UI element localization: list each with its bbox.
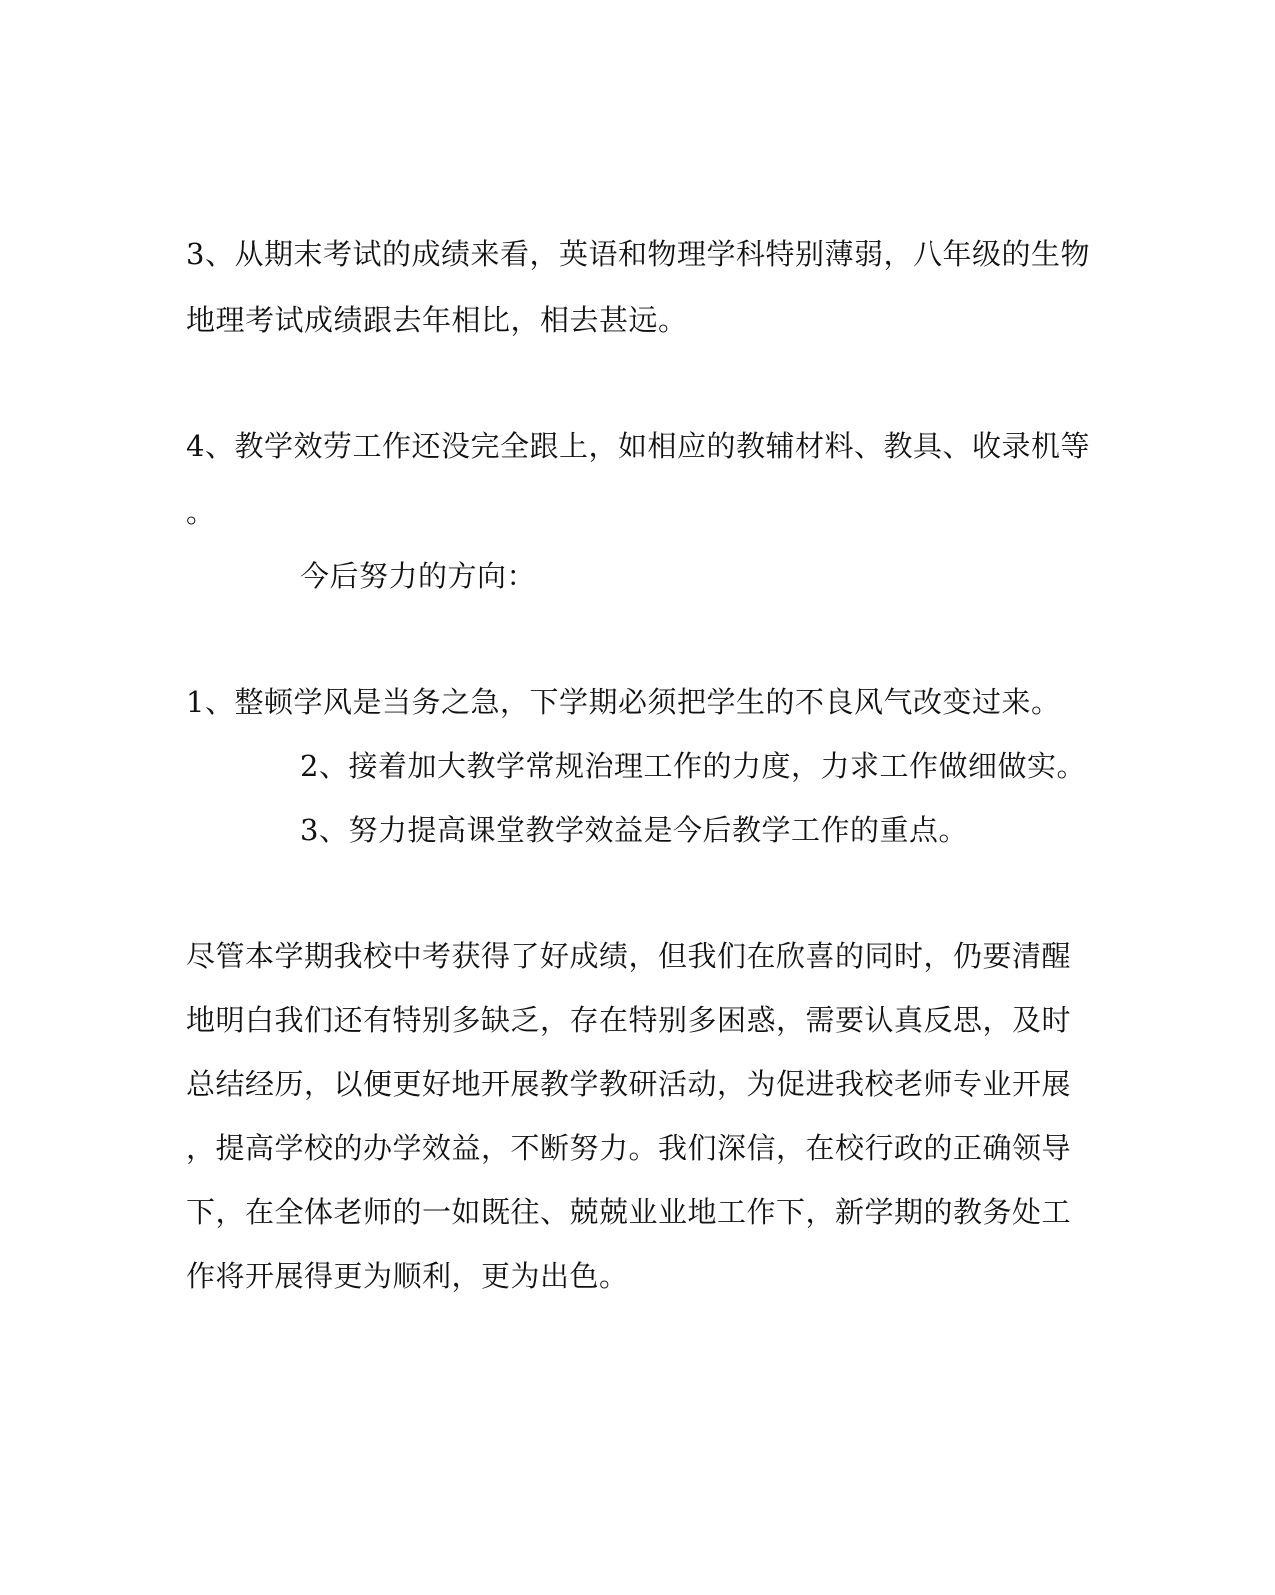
paragraph-line: 作将开展得更为顺利，更为出色。: [186, 1259, 629, 1293]
paragraph-line: 总结经历，以便更好地开展教学教研活动，为促进我校老师专业开展: [186, 1067, 1072, 1101]
paragraph-line: 4、教学效劳工作还没完全跟上，如相应的教辅材料、教具、收录机等: [186, 429, 1090, 463]
paragraph-line: 地明白我们还有特别多缺乏，存在特别多困惑，需要认真反思，及时: [186, 1003, 1072, 1037]
paragraph-line: 3、从期末考试的成绩来看，英语和物理学科特别薄弱，八年级的生物: [186, 237, 1090, 271]
list-item: 3、努力提高课堂教学效益是今后教学工作的重点。: [300, 813, 968, 847]
section-heading: 今后努力的方向：: [300, 559, 537, 593]
paragraph-line: 尽管本学期我校中考获得了好成绩，但我们在欣喜的同时，仍要清醒: [186, 939, 1072, 973]
list-item: 2、接着加大教学常规治理工作的力度，力求工作做细做实。: [300, 749, 1086, 783]
list-item: 1、整顿学风是当务之急，下学期必须把学生的不良风气改变过来。: [186, 685, 1061, 719]
paragraph-line: 。: [186, 495, 216, 529]
paragraph-line: 下，在全体老师的一如既往、兢兢业业地工作下，新学期的教务处工: [186, 1195, 1072, 1229]
paragraph-line: ，提高学校的办学效益，不断努力。我们深信，在校行政的正确领导: [186, 1131, 1072, 1165]
paragraph-line: 地理考试成绩跟去年相比，相去甚远。: [186, 303, 688, 337]
